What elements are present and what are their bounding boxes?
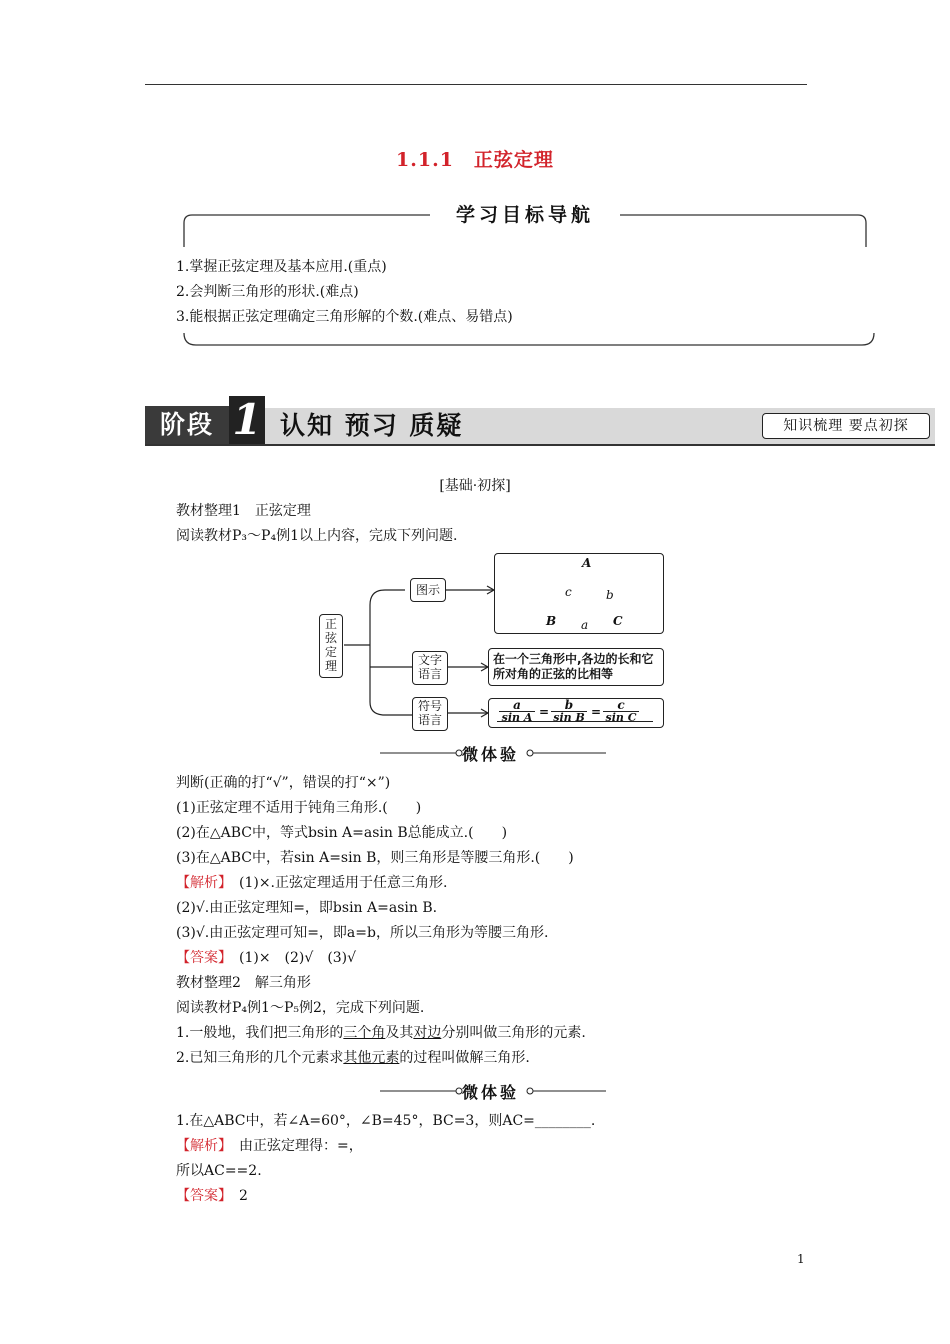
exercise-question: (2)在△ABC中，等式bsin A=asin B总能成立.( ) bbox=[176, 825, 508, 841]
page-number: 1 bbox=[797, 1252, 805, 1266]
module-reading: 阅读教材P₄例1～P₅例2，完成下列问题. bbox=[176, 1000, 425, 1016]
diagram-figure-box bbox=[494, 553, 664, 634]
module-title: 教材整理1 正弦定理 bbox=[176, 503, 311, 519]
vertex-b: B bbox=[546, 614, 557, 628]
exercise-question: 1.在△ABC中，若∠A=60°，∠B=45°，BC=3，则AC=________. bbox=[176, 1113, 596, 1129]
side-a: a bbox=[581, 618, 589, 632]
answer-label: 【答案】 bbox=[176, 1188, 225, 1204]
analysis-label: 【解析】 bbox=[176, 1138, 225, 1154]
stage-tag: 知识梳理 要点初探 bbox=[762, 413, 930, 439]
diagram-text-line: 所对角的正弦的比相等 bbox=[493, 667, 614, 681]
module-reading: 阅读教材P₃～P₄例1以上内容，完成下列问题. bbox=[176, 528, 458, 544]
text: 分别叫做三角形的元素. bbox=[441, 1025, 586, 1041]
formula-eq: = bbox=[539, 705, 550, 719]
side-c: c bbox=[565, 585, 572, 599]
vertex-a: A bbox=[582, 556, 592, 570]
goals-frame bbox=[180, 205, 880, 353]
page-title: 1.1.1 正弦定理 bbox=[396, 149, 554, 171]
formula-num: b bbox=[551, 699, 587, 712]
module-title: 教材整理2 解三角形 bbox=[176, 975, 311, 991]
diagram-node-label: 图示 bbox=[415, 583, 440, 597]
diagram-root-box bbox=[319, 614, 343, 678]
micro-heading: 微体验 bbox=[462, 1083, 520, 1102]
stage-label: 阶段 bbox=[145, 406, 229, 444]
formula-num: c bbox=[603, 699, 639, 712]
formula-num: a bbox=[499, 699, 535, 712]
text: 2.已知三角形的几个元素求 bbox=[176, 1050, 344, 1066]
diagram-node-label: 文字 bbox=[417, 653, 442, 667]
header-rule bbox=[145, 84, 807, 85]
diagram-node-label: 语言 bbox=[417, 667, 442, 681]
diagram-node-text bbox=[412, 651, 448, 685]
formula-den: sin B bbox=[553, 711, 585, 724]
goal-item: 1.掌握正弦定理及基本应用.(重点) bbox=[176, 259, 387, 275]
exercise-prompt: 判断(正确的打“√”，错误的打“×”) bbox=[176, 775, 391, 791]
answer-text: (1)× (2)√ (3)√ bbox=[225, 950, 357, 966]
formula-den: sin C bbox=[605, 711, 637, 724]
text: 及其 bbox=[385, 1025, 414, 1041]
underlined-answer: 对边 bbox=[413, 1025, 442, 1041]
diagram-node-label: 符号 bbox=[417, 699, 442, 713]
text: 1.一般地，我们把三角形的 bbox=[176, 1025, 344, 1041]
underlined-answer: 其他元素 bbox=[343, 1050, 400, 1066]
section-tag: [基础·初探] bbox=[439, 478, 511, 494]
formula-den: sin A bbox=[501, 711, 533, 724]
underlined-answer: 三个角 bbox=[343, 1025, 386, 1041]
analysis-label: 【解析】 bbox=[176, 875, 225, 891]
diagram-root: 正弦定理 bbox=[324, 617, 337, 673]
goal-item: 2.会判断三角形的形状.(难点) bbox=[176, 284, 359, 300]
analysis-text: 由正弦定理得：=， bbox=[225, 1138, 363, 1154]
micro-heading: 微体验 bbox=[462, 745, 520, 764]
analysis-text: 所以AC==2. bbox=[176, 1163, 262, 1179]
goals-heading: 学习目标导航 bbox=[430, 200, 620, 227]
analysis-text: (1)×.正弦定理适用于任意三角形. bbox=[225, 875, 448, 891]
diagram-node-figure bbox=[410, 578, 446, 602]
stage-number: 1 bbox=[229, 396, 265, 444]
diagram-formula-box bbox=[488, 698, 664, 728]
diagram-text-line: 在一个三角形中,各边的长和它 bbox=[493, 652, 654, 666]
analysis-text: (2)√.由正弦定理知=，即bsin A=asin B. bbox=[176, 900, 438, 916]
text: 的过程叫做解三角形. bbox=[399, 1050, 530, 1066]
side-b: b bbox=[606, 588, 614, 602]
diagram-node-label: 语言 bbox=[417, 713, 442, 727]
goal-item: 3.能根据正弦定理确定三角形解的个数.(难点、易错点) bbox=[176, 309, 513, 325]
diagram-text-box bbox=[488, 648, 664, 686]
formula-eq: = bbox=[591, 705, 602, 719]
exercise-question: (1)正弦定理不适用于钝角三角形.( ) bbox=[176, 800, 422, 816]
answer-text: 2 bbox=[225, 1188, 248, 1204]
exercise-question: (3)在△ABC中，若sin A=sin B，则三角形是等腰三角形.( ) bbox=[176, 850, 574, 866]
diagram-node-symbol bbox=[412, 697, 448, 731]
vertex-c: C bbox=[613, 614, 623, 628]
stage-title: 认知 预习 质疑 bbox=[280, 411, 464, 440]
answer-label: 【答案】 bbox=[176, 950, 225, 966]
analysis-text: (3)√.由正弦定理可知=，即a=b，所以三角形为等腰三角形. bbox=[176, 925, 549, 941]
